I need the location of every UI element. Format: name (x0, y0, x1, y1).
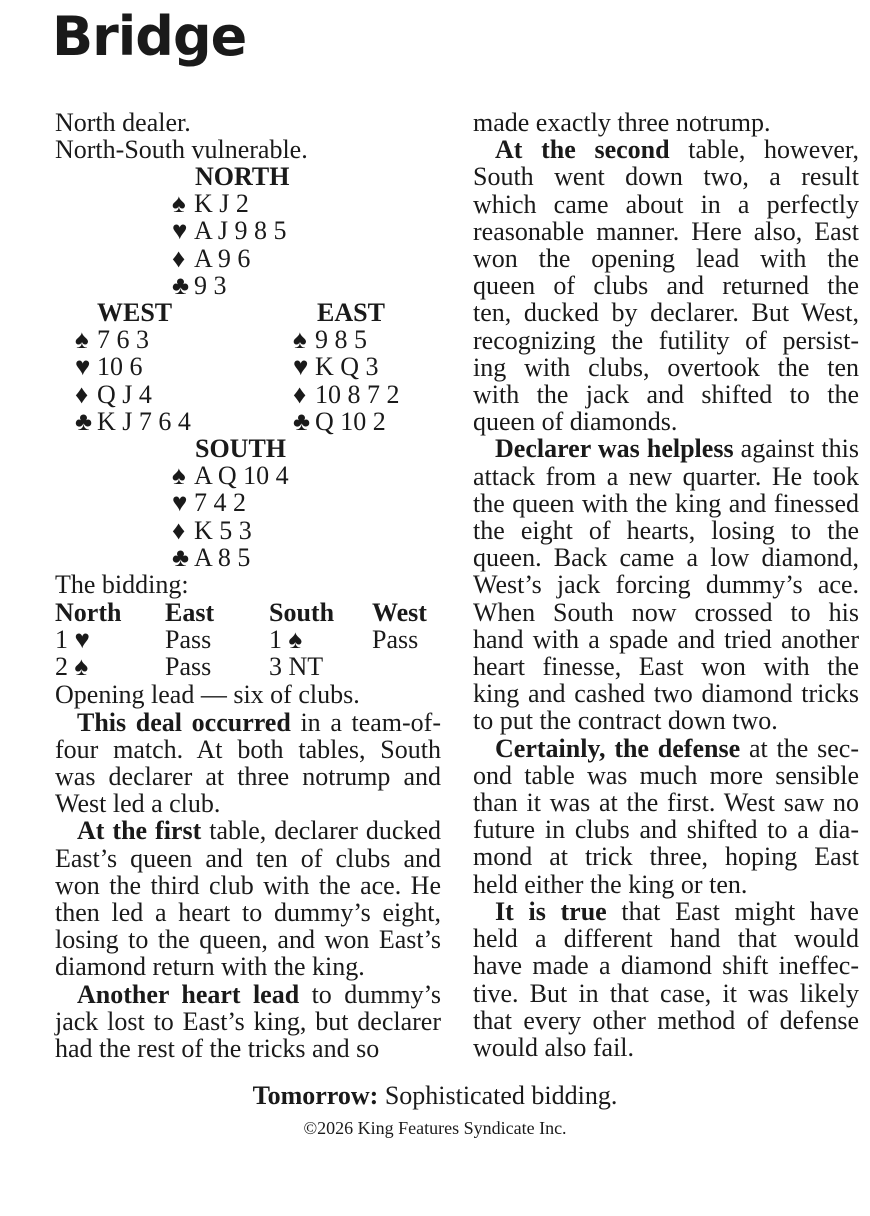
tomorrow-label: Tomorrow: (252, 1081, 379, 1110)
article-line: had the rest of the tricks and so (55, 1034, 380, 1064)
article-line: reasonable manner. Here also, East (473, 216, 859, 246)
south-diamonds: ♦ K 5 3 (172, 516, 252, 546)
bidding-header-east: East (165, 598, 215, 628)
bid-cell: 2 ♠ (55, 652, 89, 682)
article-line: At the second table, however, (495, 135, 859, 165)
article-line: mond at trick three, hoping East (473, 842, 859, 872)
article-line: Another heart lead to dummy’s (77, 979, 441, 1009)
bidding-header-north: North (55, 598, 122, 628)
article-line: that every other method of defense (473, 1005, 859, 1035)
bid-cell: Pass (165, 625, 212, 655)
west-label: WEST (97, 298, 173, 328)
article-line: four match. At both tables, South (55, 734, 441, 764)
article-line: which came about in a perfectly (473, 189, 859, 219)
article-line: When South now crossed to his (473, 597, 859, 627)
deal-diagram (55, 163, 441, 599)
article-line: ing with clubs, overtook the ten (473, 352, 859, 382)
east-spades: ♠ 9 8 5 (293, 325, 367, 355)
right-article-text (473, 109, 859, 1061)
north-spades: ♠ K J 2 (172, 189, 249, 219)
diamond-icon: ♦ (75, 380, 89, 410)
diamond-icon: ♦ (172, 516, 186, 546)
north-label: NORTH (195, 162, 290, 192)
dealer-line: North dealer. (55, 108, 191, 137)
spade-icon: ♠ (75, 325, 89, 355)
article-line: won the opening lead with the (473, 244, 859, 274)
article-line: Certainly, the defense at the sec- (495, 733, 859, 763)
article-line: South went down two, a result (473, 162, 859, 192)
heart-icon: ♥ (75, 352, 91, 382)
bid-cell: 1 ♥ (55, 625, 90, 655)
south-hearts: ♥ 7 4 2 (172, 488, 246, 518)
article-line: queen of clubs and returned the (473, 271, 859, 301)
east-clubs: ♣ Q 10 2 (293, 407, 386, 437)
bidding-label: The bidding: (55, 570, 189, 600)
tomorrow-teaser (0, 1081, 870, 1111)
heart-icon: ♥ (293, 352, 309, 382)
article-line: hand with a spade and tried another (473, 624, 859, 654)
club-icon: ♣ (293, 407, 311, 437)
article-line: heart finesse, East won with the (473, 652, 859, 682)
east-diamonds: ♦ 10 8 7 2 (293, 380, 400, 410)
article-line: made exactly three notrump. (473, 108, 771, 137)
north-diamonds: ♦ A 9 6 (172, 244, 251, 274)
article-line: East’s queen and ten of clubs and (55, 843, 441, 873)
article-line: tive. But in that case, it was likely (473, 978, 859, 1008)
spade-icon: ♠ (293, 325, 307, 355)
article-line: jack lost to East’s king, but declarer (55, 1006, 441, 1036)
article-line: queen of diamonds. (473, 407, 678, 437)
diamond-icon: ♦ (172, 244, 186, 274)
diamond-icon: ♦ (293, 380, 307, 410)
north-hearts: ♥ A J 9 8 5 (172, 216, 287, 246)
bidding-header-south: South (269, 598, 335, 628)
article-line: Declarer was helpless against this (495, 434, 859, 464)
article-line: the eight of hearts, losing to the (473, 516, 859, 546)
bidding-table (55, 599, 441, 681)
south-label: SOUTH (195, 434, 287, 464)
article-line: the queen with the king and finessed (473, 488, 859, 518)
bid-cell: 1 ♠ (269, 625, 303, 655)
bid-cell: 3 NT (269, 652, 324, 682)
club-icon: ♣ (172, 271, 190, 301)
article-line: held a different hand that would (473, 924, 859, 954)
west-spades: ♠ 7 6 3 (75, 325, 149, 355)
club-icon: ♣ (172, 543, 190, 573)
article-line: At the first table, declarer ducked (77, 816, 441, 846)
heart-icon: ♥ (172, 488, 188, 518)
west-diamonds: ♦ Q J 4 (75, 380, 152, 410)
opening-lead: Opening lead — six of clubs. (55, 680, 360, 710)
article-line: to put the contract down two. (473, 706, 778, 736)
south-clubs: ♣ A 8 5 (172, 543, 251, 573)
left-article-text (55, 709, 441, 1063)
right-column (473, 109, 859, 1061)
club-icon: ♣ (75, 407, 93, 437)
page-title: Bridge (52, 5, 247, 68)
article-line: ond table was much more sensible (473, 760, 859, 790)
spade-icon: ♠ (172, 189, 186, 219)
article-line: have made a diamond shift ineffec- (473, 951, 859, 981)
copyright: ©2026 King Features Syndicate Inc. (303, 1118, 567, 1138)
left-column (55, 109, 441, 1062)
south-spades: ♠ A Q 10 4 (172, 461, 289, 491)
article-line: queen. Back came a low diamond, (473, 543, 859, 573)
bid-cell: Pass (372, 625, 419, 655)
article-line: was declarer at three notrump and (55, 762, 441, 792)
article-line: It is true that East might have (495, 896, 859, 926)
article-line: recognizing the futility of persist- (473, 325, 859, 355)
article-line: king and cashed two diamond tricks (473, 679, 859, 709)
west-hearts: ♥ 10 6 (75, 352, 143, 382)
article-line: would also fail. (473, 1032, 635, 1062)
article-line: than it was at the first. West saw no (473, 788, 859, 818)
north-clubs: ♣ 9 3 (172, 271, 227, 301)
east-label: EAST (317, 298, 385, 328)
heart-icon: ♥ (172, 216, 188, 246)
tomorrow-text: Sophisticated bidding. (378, 1081, 618, 1110)
article-line: losing to the queen, and won East’s (55, 925, 441, 955)
east-hearts: ♥ K Q 3 (293, 352, 379, 382)
article-line: won the third club with the ace. He (55, 870, 441, 900)
article-line: with the jack and shifted to the (473, 380, 859, 410)
bidding-header-west: West (372, 598, 427, 628)
bid-cell: Pass (165, 652, 212, 682)
west-clubs: ♣ K J 7 6 4 (75, 407, 191, 437)
article-line: future in clubs and shifted to a dia- (473, 815, 859, 845)
spade-icon: ♠ (172, 461, 186, 491)
article-line: held either the king or ten. (473, 869, 748, 899)
vulnerability-line: North-South vulnerable. (55, 135, 308, 165)
article-line: West’s jack forcing dummy’s ace. (473, 570, 859, 600)
article-line: attack from a new quarter. He took (473, 461, 859, 491)
article-line: This deal occurred in a team-of- (77, 707, 441, 737)
article-line: West led a club. (55, 789, 221, 819)
article-line: then led a heart to dummy’s eight, (55, 898, 441, 928)
article-line: ten, ducked by declarer. But West, (473, 298, 859, 328)
article-line: diamond return with the king. (55, 952, 365, 982)
